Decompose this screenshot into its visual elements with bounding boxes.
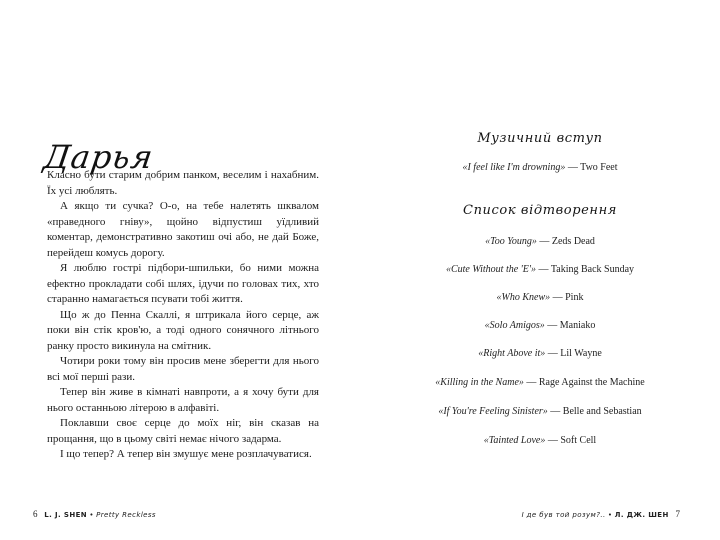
track-artist: Belle and Sebastian bbox=[562, 406, 642, 417]
track-dash: — bbox=[536, 236, 552, 247]
track-title: «Right Above it» bbox=[478, 348, 546, 359]
playlist-item bbox=[360, 320, 720, 331]
playlist-item bbox=[360, 377, 720, 388]
track-dash: — bbox=[536, 264, 551, 275]
paragraph: Класно бути старим добрим панком, веселим і нахабним. Їх усі люблять. bbox=[47, 169, 319, 197]
playlist-item bbox=[360, 292, 720, 303]
footer-separator: • bbox=[89, 511, 94, 519]
paragraph: А якщо ти сучка? О-о, на тебе налетять шквалом «праведного гніву», щойно відпустиш уїдливий коментар, демонстративно закотиш очі або, не дай Боже, перейдеш комусь дорогу. bbox=[47, 200, 319, 259]
paragraph: Поклавши своє серце до моїх ніг, він сказав на прощання, що в цьому світі немає нічого задарма. bbox=[47, 417, 319, 445]
track-title: «If You're Feeling Sinister» bbox=[438, 406, 548, 417]
right-page bbox=[360, 0, 720, 540]
track-artist: Rage Against the Machine bbox=[538, 377, 645, 388]
track-title: «Tainted Love» bbox=[483, 435, 546, 446]
track-artist: Soft Cell bbox=[560, 435, 597, 446]
intro-song-artist: Two Feet bbox=[580, 162, 618, 173]
track-title: «Solo Amigos» bbox=[484, 320, 545, 331]
playlist-item bbox=[360, 435, 720, 446]
footer-author: Л. ДЖ. ШЕН bbox=[614, 511, 669, 519]
playlist-item bbox=[360, 236, 720, 247]
footer-book-title: Pretty Reckless bbox=[96, 511, 156, 519]
footer-separator: • bbox=[607, 511, 613, 519]
intro-song-dash: — bbox=[565, 162, 581, 173]
track-dash: — bbox=[544, 320, 560, 331]
page-number: 7 bbox=[675, 509, 680, 519]
paragraph: Чотири роки тому він просив мене зберегти для нього всі мої перші рази. bbox=[47, 355, 319, 383]
left-page-footer bbox=[33, 509, 156, 519]
track-dash: — bbox=[545, 435, 561, 446]
track-artist: Taking Back Sunday bbox=[550, 264, 635, 275]
track-dash: — bbox=[545, 348, 561, 359]
intro-song-title: «I feel like I'm drowning» bbox=[462, 162, 566, 173]
track-dash: — bbox=[550, 292, 566, 303]
footer-running-title: І де був той розум?.. bbox=[521, 511, 606, 519]
track-artist: Maniako bbox=[559, 320, 596, 331]
track-title: «Killing in the Name» bbox=[435, 377, 524, 388]
intro-song bbox=[360, 162, 720, 173]
track-dash: — bbox=[523, 377, 539, 388]
playlist-item bbox=[360, 406, 720, 417]
track-artist: Lil Wayne bbox=[560, 348, 602, 359]
paragraph: Я люблю гострі підбори-шпильки, бо ними можна ефектно прокладати собі шлях, ідучи по головах тих, хто старанно намагається псувати тобі життя. bbox=[47, 262, 319, 305]
page-number: 6 bbox=[33, 509, 38, 519]
track-title: «Too Young» bbox=[485, 236, 537, 247]
intro-heading: Музичний вступ bbox=[477, 131, 603, 146]
playlist-heading: Список відтворення bbox=[463, 203, 617, 218]
track-artist: Pink bbox=[565, 292, 584, 303]
chapter-body-text bbox=[47, 168, 319, 463]
track-dash: — bbox=[547, 406, 563, 417]
footer-author: L. J. SHEN bbox=[44, 511, 88, 519]
track-artist: Zeds Dead bbox=[551, 236, 595, 247]
paragraph: Тепер він живе в кімнаті навпроти, а я хочу бути для нього останньою літерою в алфавіті. bbox=[47, 386, 319, 414]
right-page-footer bbox=[522, 509, 680, 519]
track-title: «Cute Without the 'E'» bbox=[445, 264, 537, 275]
paragraph: Що ж до Пенна Скаллі, я штрикала його серце, аж поки він стік кров'ю, а тоді одного сонячного літнього ранку просто викинула на смітник. bbox=[47, 308, 319, 352]
chapter-character-name: Дарья bbox=[41, 138, 156, 176]
paragraph: І що тепер? А тепер він змушує мене розплачуватися. bbox=[60, 448, 312, 460]
track-title: «Who Knew» bbox=[496, 292, 551, 303]
playlist-item bbox=[360, 348, 720, 359]
playlist-item bbox=[360, 264, 720, 275]
